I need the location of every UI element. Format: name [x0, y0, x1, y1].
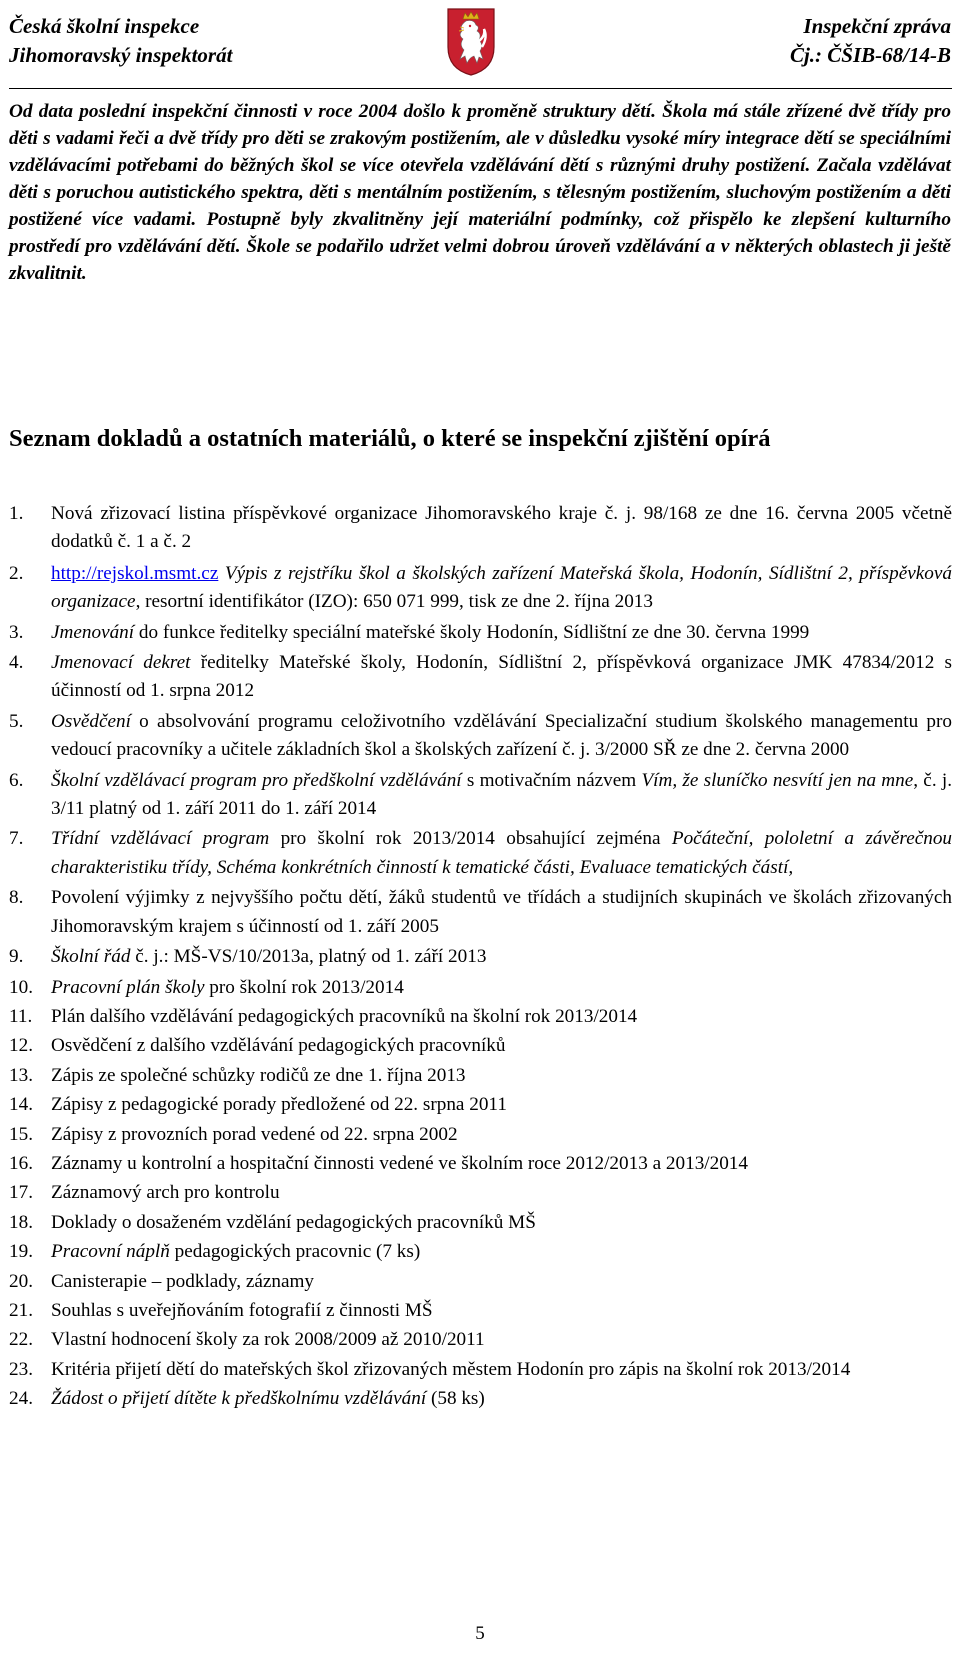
list-item-13 [9, 1062, 952, 1090]
intro-paragraph [9, 98, 951, 287]
report-type: Inspekční zpráva [803, 14, 951, 38]
item-number: 5. [9, 710, 24, 732]
intro-sentence-3: Začala vzdělávat děti s poruchou autistického spektra, děti s mentálním postižením, s tělesným postižením, sluchovým postižením a děti postižené více vadami. [9, 155, 951, 230]
item-number: 11. [9, 1005, 33, 1027]
list-item-14 [9, 1091, 952, 1119]
item-text: , č. j. 3/11 platný od 1. září 2011 do 1. září 2014 [51, 769, 952, 820]
item-number: 22. [9, 1329, 33, 1351]
item-number: 21. [9, 1299, 33, 1321]
item-text: Osvědčení z dalšího vzdělávání pedagogických pracovníků [51, 1035, 506, 1057]
item-number: 9. [9, 946, 24, 968]
list-item-7 [9, 825, 952, 882]
item-number: 20. [9, 1270, 33, 1292]
item-text: Souhlas s uveřejňováním fotografií z činnosti MŠ [51, 1299, 433, 1321]
item-text: Canisterapie – podklady, záznamy [51, 1270, 315, 1292]
item-title: Žádost o přijetí dítěte k předškolnímu vzdělávání [51, 1388, 427, 1410]
item-title: Osvědčení [51, 710, 131, 732]
section-title: Seznam dokladů a ostatních materiálů, o které se inspekční zjištění opírá [9, 425, 771, 452]
item-title: Jmenování [51, 621, 135, 643]
documents-list [9, 500, 952, 1414]
item-text: Záznamy u kontrolní a hospitační činnosti vedené ve školním roce 2012/2013 a 2013/2014 [51, 1152, 748, 1174]
list-item-24 [9, 1385, 952, 1413]
header-left [9, 12, 232, 70]
list-item-11 [9, 1003, 952, 1031]
item-text: ředitelky Mateřské školy, Hodonín, Sídlištní 2, příspěvková organizace JMK 47834/2012 s účinností od 1. srpna 2012 [51, 652, 952, 702]
item-number: 10. [9, 976, 33, 998]
item-title: Pracovní náplň [51, 1241, 170, 1263]
item-title: Třídní vzdělávací program [51, 828, 270, 850]
item-text: pedagogických pracovnic (7 ks) [169, 1241, 421, 1263]
item-number: 1. [9, 503, 24, 524]
item-text: Kritéria přijetí dětí do mateřských škol zřizovaných městem Hodonín pro zápis na školní rok 2013/2014 [51, 1358, 851, 1380]
item-text: pro školní rok 2013/2014 obsahující zejména [269, 828, 672, 850]
list-item-8 [9, 884, 952, 941]
item-number: 19. [9, 1241, 33, 1263]
list-item-12 [9, 1032, 952, 1060]
list-item-17 [9, 1179, 952, 1207]
item-text: Vlastní hodnocení školy za rok 2008/2009 až 2010/2011 [51, 1329, 485, 1351]
list-item-23 [9, 1356, 952, 1384]
intro-sentence-4: Postupně byly zkvalitněny její materiální podmínky, což přispělo ke zlepšení kulturního prostředí pro vzdělávání dětí. [9, 209, 951, 257]
item-number: 3. [9, 621, 24, 643]
reference-number: Čj.: ČŠIB-68/14-B [789, 43, 951, 67]
item-text: Plán dalšího vzdělávání pedagogických pracovníků na školní rok 2013/2014 [51, 1005, 638, 1027]
item-number: 13. [9, 1064, 33, 1086]
item-number: 7. [9, 828, 24, 850]
item-number: 15. [9, 1123, 33, 1145]
item-text: Doklady o dosaženém vzdělání pedagogických pracovníků MŠ [51, 1211, 536, 1233]
item-text: Nová zřizovací listina příspěvkové organizace Jihomoravského kraje č. j. 98/168 ze dne 16. června 2005 včetně dodatků č. 1 a č. 2 [51, 503, 952, 553]
list-item-4 [9, 649, 952, 706]
item-number: 17. [9, 1182, 33, 1204]
item-title: Výpis z rejstříku škol a školských zařízení Mateřská škola, Hodonín, Sídlištní 2, příspěvková organizace [51, 562, 952, 613]
item-number: 12. [9, 1035, 33, 1057]
item-title: Školní řád [51, 946, 131, 968]
item-title: Jmenovací dekret [51, 652, 191, 674]
item-text: Zápisy z provozních porad vedené od 22. srpna 2002 [51, 1123, 458, 1145]
item-number: 2. [9, 562, 24, 584]
list-item-9 [9, 943, 952, 971]
item-text: Zápisy z pedagogické porady předložené od 22. srpna 2011 [51, 1094, 507, 1116]
item-text: Povolení výjimky z nejvyššího počtu dětí, žáků studentů ve třídách a studijních skupinách ve školách zřizovaných Jihomoravským krajem s účinností od 1. září 2005 [51, 887, 952, 937]
intro-sentence-1: Od data poslední inspekční činnosti v roce 2004 došlo k proměně struktury dětí. [9, 101, 663, 122]
list-item-1 [9, 500, 952, 557]
list-item-16 [9, 1150, 952, 1178]
item-number: 18. [9, 1211, 33, 1233]
item-text: s motivačním názvem [461, 769, 642, 791]
list-item-5 [9, 708, 952, 765]
item-number: 8. [9, 887, 24, 909]
item-text: (58 ks) [426, 1388, 485, 1410]
list-item-6 [9, 767, 952, 824]
list-item-18 [9, 1209, 952, 1237]
list-item-10 [9, 974, 952, 1002]
intro-sentence-2: Škola má stále zřízené dvě třídy pro děti s vadami řeči a dvě třídy pro děti se zrakovým postižením, ale v důsledku vysoké míry integrace dětí se speciálními vzdělávacími potřebami do běžných škol se více otevřela vzdělávání dětí s různými druhy postižení. [9, 101, 951, 176]
item-number: 24. [9, 1388, 33, 1410]
header-right [790, 12, 951, 70]
item-subtitle: Vím, že sluníčko nesvítí jen na mne [641, 769, 914, 791]
item-text: Záznamový arch pro kontrolu [51, 1182, 280, 1204]
item-text: pro školní rok 2013/2014 [204, 976, 404, 998]
item-text: Zápis ze společné schůzky rodičů ze dne 1. října 2013 [51, 1064, 466, 1086]
list-item-3 [9, 619, 952, 647]
item-number: 23. [9, 1358, 33, 1380]
item-text: do funkce ředitelky speciální mateřské školy Hodonín, Sídlištní ze dne 30. června 1999 [134, 621, 810, 643]
list-item-19 [9, 1238, 952, 1266]
item-number: 6. [9, 769, 24, 791]
page-number: 5 [475, 1623, 485, 1644]
item-text: , resortní identifikátor (IZO): 650 071 999, tisk ze dne 2. října 2013 [135, 591, 653, 613]
list-item-2 [9, 560, 952, 617]
item-number: 4. [9, 652, 24, 674]
list-item-15 [9, 1121, 952, 1149]
item-number: 16. [9, 1152, 33, 1174]
inspectorate-name: Jihomoravský inspektorát [9, 43, 233, 67]
item-text: č. j.: MŠ-VS/10/2013a, platný od 1. září 2013 [130, 946, 487, 968]
intro-sentence-5: Škole se podařilo udržet velmi dobrou úroveň vzdělávání a v některých oblastech ji ještě zkvalitnit. [9, 236, 951, 284]
item-subtitle: Počáteční, pololetní a závěrečnou charakteristiku třídy, Schéma konkrétních činností k tematické části, Evaluace tematických částí, [51, 828, 953, 878]
czech-lion-coat-of-arms-icon [446, 7, 496, 77]
item-number: 14. [9, 1094, 33, 1116]
list-item-20 [9, 1268, 952, 1296]
list-item-21 [9, 1297, 952, 1325]
rejskol-link[interactable]: http://rejskol.msmt.cz [51, 562, 219, 584]
item-text: o absolvování programu celoživotního vzdělávání Specializační studium školského managementu pro vedoucí pracovníky a učitele základních škol a školských zařízení č. j. 3/2000 SŘ ze dne 2. června 2000 [51, 710, 952, 761]
header-divider [9, 88, 952, 89]
item-title: Školní vzdělávací program pro předškolní vzdělávání [51, 769, 462, 791]
list-item-22 [9, 1326, 952, 1354]
item-title: Pracovní plán školy [51, 976, 205, 998]
authority-name: Česká školní inspekce [9, 14, 200, 38]
